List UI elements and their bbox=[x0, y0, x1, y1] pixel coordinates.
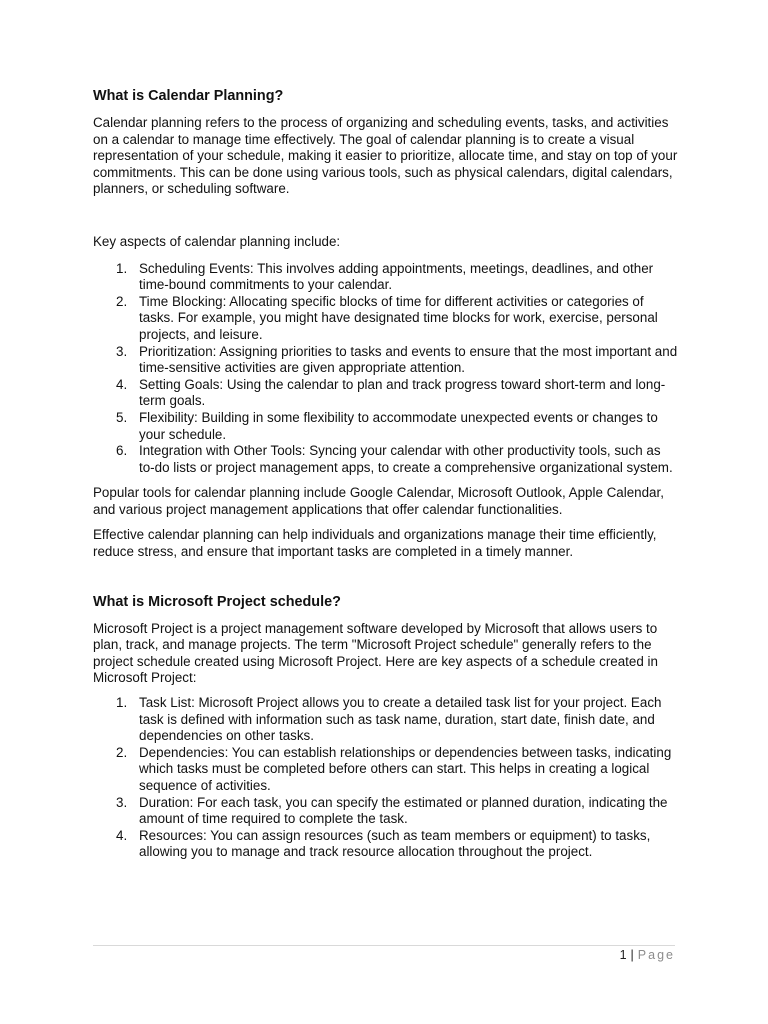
calendar-planning-intro: Calendar planning refers to the process of organizing and scheduling events, tasks, and activities on a calendar to manage time effectively. The goal of calendar planning is to create a visual representation of your schedule, making it easier to prioritize, allocate time, and stay on top of your commitments. This can be done using various tools, such as physical calendars, digital calendars, planners, or scheduling software. bbox=[93, 115, 678, 197]
list-item-number: 1. bbox=[116, 260, 128, 276]
list-item bbox=[93, 344, 678, 377]
footer-separator: | bbox=[630, 948, 634, 962]
closing-paragraph: Effective calendar planning can help individuals and organizations manage their time efficiently, reduce stress, and ensure that important tasks are completed in a timely manner. bbox=[93, 527, 657, 560]
list-item-text: Flexibility: Building in some flexibility to accommodate unexpected events or changes to your schedule. bbox=[139, 409, 658, 442]
list-item-text: Prioritization: Assigning priorities to tasks and events to ensure that the most important and time-sensitive activities are given appropriate attention. bbox=[139, 343, 678, 376]
list-item-text: Setting Goals: Using the calendar to plan and track progress toward short-term and long-term goals. bbox=[139, 376, 666, 409]
list-item-text: Resources: You can assign resources (such as team members or equipment) to tasks, allowing you to manage and track resource allocation throughout the project. bbox=[139, 827, 651, 860]
list-item bbox=[93, 695, 678, 745]
microsoft-project-intro: Microsoft Project is a project management software developed by Microsoft that allows users to plan, track, and manage projects. The term "Microsoft Project schedule" generally refers to the project schedule created using Microsoft Project. Here are key aspects of a schedule created in Microsoft Project: bbox=[93, 620, 658, 686]
section-heading-calendar-planning: What is Calendar Planning? bbox=[93, 88, 284, 104]
list-item bbox=[93, 261, 678, 294]
list-item-number: 4. bbox=[116, 827, 128, 843]
list-item-text: Scheduling Events: This involves adding appointments, meetings, deadlines, and other time-bound commitments to your calendar. bbox=[139, 260, 654, 293]
list-item bbox=[93, 410, 678, 443]
list-item bbox=[93, 443, 678, 476]
list-item bbox=[93, 294, 678, 344]
list-item bbox=[93, 745, 678, 795]
list-item-number: 3. bbox=[116, 343, 128, 359]
page-label: Page bbox=[637, 948, 675, 962]
list-item-text: Integration with Other Tools: Syncing your calendar with other productivity tools, such as to-do lists or project management apps, to create a comprehensive organizational system. bbox=[139, 443, 673, 475]
list-item-text: Task List: Microsoft Project allows you to create a detailed task list for your project. Each task is defined with information such as task name, duration, start date, finish date, and dependencies on other tasks. bbox=[139, 695, 662, 744]
list-item bbox=[93, 828, 678, 861]
list-item-number: 2. bbox=[116, 744, 128, 760]
project-aspects-list bbox=[93, 695, 678, 861]
list-item-number: 1. bbox=[116, 695, 128, 711]
page-number: 1 bbox=[619, 948, 627, 962]
section-heading-microsoft-project: What is Microsoft Project schedule? bbox=[93, 593, 341, 610]
footer-divider bbox=[93, 945, 675, 946]
list-item-text: Dependencies: You can establish relationships or dependencies between tasks, indicating which tasks must be completed before others can start. This helps in creating a logical sequence of activities. bbox=[139, 744, 672, 793]
list-item-number: 4. bbox=[116, 376, 128, 392]
list-item-text: Duration: For each task, you can specify the estimated or planned duration, indicating the amount of time required to complete the task. bbox=[139, 794, 668, 827]
list-item bbox=[93, 377, 678, 410]
list-item bbox=[93, 795, 678, 828]
page-footer bbox=[620, 948, 675, 962]
list-item-text: Time Blocking: Allocating specific blocks of time for different activities or categories of tasks. For example, you might have designated time blocks for work, exercise, personal projects, and leisure. bbox=[139, 293, 658, 342]
list-item-number: 2. bbox=[116, 293, 128, 309]
key-aspects-intro: Key aspects of calendar planning include: bbox=[93, 233, 341, 249]
document-body bbox=[93, 86, 678, 861]
popular-tools-paragraph: Popular tools for calendar planning include Google Calendar, Microsoft Outlook, Apple Calendar, and various project management applications that offer calendar functionalities. bbox=[93, 485, 664, 517]
calendar-aspects-list bbox=[93, 261, 678, 477]
list-item-number: 3. bbox=[116, 794, 128, 810]
list-item-number: 5. bbox=[116, 409, 128, 425]
list-item-number: 6. bbox=[116, 443, 128, 459]
